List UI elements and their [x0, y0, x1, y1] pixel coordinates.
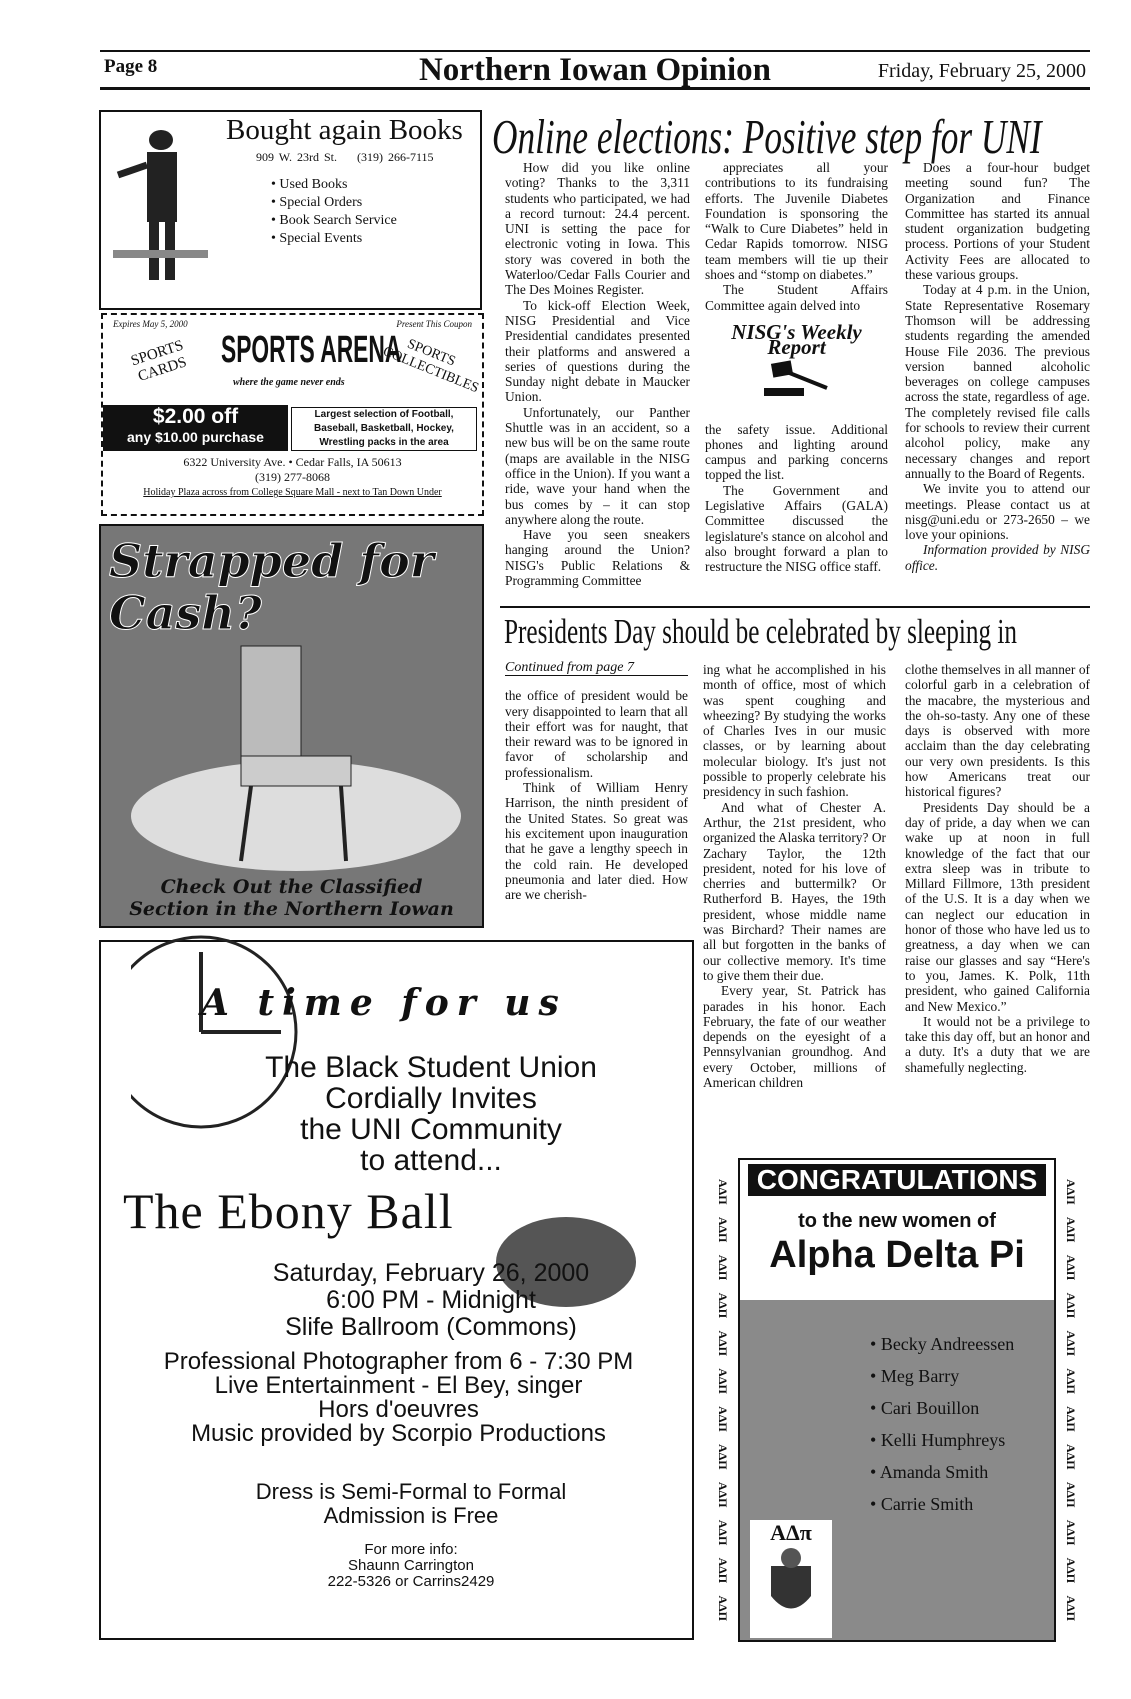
- paragraph: appreciates all your contributions to its fundraising efforts. The Juvenile Diabetes Foundation is sponsoring the “Walk to Cure Diabetes” held in Cedar Rapids tomorrow. NISG team members will tie up their shoes and “stomp on diabetes.”: [705, 160, 888, 283]
- hitchhiker-illustration-icon: [113, 120, 208, 290]
- service-item: • Special Orders: [271, 195, 363, 210]
- chair-illustration-icon: [131, 626, 461, 871]
- masthead: [100, 50, 1090, 90]
- paragraph: the safety issue. Additional phones and lighting around campus and parking concerns topped the list.: [705, 421, 888, 483]
- info-label: For more info:: [364, 1541, 458, 1558]
- coupon-expiry: Expires May 5, 2000: [113, 319, 188, 329]
- article-column: [705, 160, 888, 575]
- paragraph: Unfortunately, our Panther Shuttle was in an accident, so a new bus will be on the same route (maps are available in the NISG office in the Union). If you want a ride, wave your hand when the bus comes by – it can stop anywhere along the route.: [505, 404, 690, 527]
- member-name: • Becky Andreessen: [870, 1334, 1015, 1354]
- paragraph: ing what he accomplished in his month of office, most of which was spent coughing and wheezing? By studying the works of Charles Ives in our music classes, or by learning about molecular biology. It's just not possible to properly celebrate his presidency in such fashion.: [703, 662, 886, 800]
- invite-line: the UNI Community: [300, 1113, 562, 1146]
- paragraph: We invite you to attend our meetings. Please contact us at nisg@uni.edu or 273-2650 – we love your opinions.: [905, 481, 1090, 543]
- paragraph: How did you like online voting? Thanks to the 3,311 students who participated, we had a record turnout: 24.4 percent. UNI is setting the pace for electronic voting in Iowa. This story was covered in both the Waterloo/Cedar Falls Courier and The Des Moines Register.: [505, 160, 690, 298]
- congrats-subtitle: to the new women of: [798, 1210, 996, 1232]
- paragraph: Every year, St. Patrick has parades in his honor. Each February, the fate of our weather depends on the eyesight of a Pennsylvanian groundhog. And every October, millions of American children: [703, 983, 886, 1091]
- member-name: • Carrie Smith: [870, 1494, 974, 1514]
- paragraph: And what of Chester A. Arthur, the 21st president, who organized the Alaska territory? Or Zachary Taylor, the 12th president, noted for his love of cherries and buttermilk? Or Rutherford B. Hayes, the 19th president, whose middle name was Birchard? Their names are all but forgotten in the banks of our collective memory. It's time to give them their due.: [703, 799, 886, 983]
- member-name: • Meg Barry: [870, 1366, 960, 1386]
- paragraph: the office of president would be very disappointed to learn that all their effort was for naught, that their reward was to be ignored in favor of scholarship and professionalism.: [505, 688, 688, 780]
- article-column: [703, 662, 886, 1090]
- article-headline: Presidents Day should be celebrated by sleeping in: [504, 612, 1017, 651]
- contact-name: Shaunn Carrington: [348, 1557, 474, 1574]
- sports-arena-coupon: [101, 313, 484, 516]
- article-column: [905, 160, 1090, 573]
- gavel-icon: [762, 360, 832, 400]
- issue-date: Friday, February 25, 2000: [877, 60, 1086, 82]
- event-time: 6:00 PM - Midnight: [326, 1286, 536, 1314]
- invite-line: Cordially Invites: [325, 1082, 537, 1115]
- paragraph: To kick-off Election Week, NISG Presidential and Vice Presidential candidates presented their platforms and answered a series of questions during the Sunday night debate in Maucker Union.: [505, 297, 690, 405]
- sorority-letters: ΑΔπ: [770, 1520, 812, 1545]
- discount-amount: $2.00 off: [152, 405, 239, 428]
- classified-footer-2: Section in the Northern Iowan: [129, 898, 454, 920]
- paragraph: Does a four-hour budget meeting sound fun? The Organization and Finance Committee has started its annual student organization budgeting process. Portions of your Student Activity Fees are allocated to these various groups.: [905, 160, 1090, 283]
- sports-phone: (319) 277-8068: [255, 470, 330, 484]
- service-item: • Book Search Service: [271, 213, 397, 228]
- paragraph: The Government and Legislative Affairs (GALA) Committee discussed the legislature's stance on alcohol and also brought forward a plan to restructure the NISG office staff.: [705, 482, 888, 575]
- greek-letters-border: ΑΔΠ ΑΔΠ ΑΔΠ ΑΔΠ ΑΔΠ ΑΔΠ ΑΔΠ ΑΔΠ ΑΔΠ ΑΔΠ ΑΔΠ ΑΔΠ: [716, 1179, 730, 1621]
- sorority-name: Alpha Delta Pi: [769, 1234, 1025, 1276]
- event-title: The Ebony Ball: [123, 1183, 454, 1239]
- classified-footer: Check Out the Classified: [160, 876, 423, 898]
- books-ad: [99, 110, 482, 310]
- books-phone: (319) 266-7115: [357, 150, 434, 164]
- sports-address: 6322 University Ave. • Cedar Falls, IA 50613: [183, 455, 402, 469]
- ebony-ball-ad: [99, 940, 694, 1640]
- classified-title-2: Cash?: [109, 586, 262, 640]
- service-item: • Used Books: [271, 177, 348, 192]
- event-place: Slife Ballroom (Commons): [285, 1313, 577, 1341]
- contact-phone: 222-5326 or Carrins2429: [327, 1573, 495, 1590]
- discount-condition: any $10.00 purchase: [127, 429, 264, 445]
- article-credit: Information provided by NISG office.: [905, 542, 1090, 573]
- ebony-banner: A time for us: [201, 982, 567, 1024]
- continued-from-link[interactable]: Continued from page 7: [505, 660, 688, 676]
- admission: Admission is Free: [323, 1503, 499, 1528]
- books-name: Bought again Books: [226, 114, 463, 146]
- invite-line: The Black Student Union: [265, 1051, 597, 1084]
- sports-cards-label: SPORTS CARDS: [128, 337, 189, 385]
- article-column: [505, 160, 690, 588]
- article-column: [905, 662, 1090, 1075]
- member-name: • Kelli Humphreys: [870, 1430, 1006, 1450]
- books-address: 909 W. 23rd St.: [256, 150, 338, 164]
- classified-title: Strapped for: [109, 534, 434, 588]
- section-title: Northern Iowan Opinion: [418, 52, 772, 88]
- article-column: [505, 660, 688, 902]
- paragraph: Presidents Day should be a day of pride, a day when we can wake up at noon in full knowledge of the fact that our extra sleep was in tribute to Millard Fillmore, 13th president of the U.S. It is a day when we can neglect our education in honor of those who have led us to greatness, a day when we can raise our glasses and say “Here's to you, James. K. Polk, 11th president, who gained California and New Mexico.”: [905, 799, 1090, 1014]
- dress-code: Dress is Semi-Formal to Formal: [255, 1479, 567, 1504]
- paragraph: The Student Affairs Committee again delved into: [705, 282, 888, 313]
- weekly-report-logo: NISG's Weekly Report: [731, 319, 862, 360]
- paragraph: Have you seen sneakers hanging around the Union? NISG's Public Relations & Programming Committee: [505, 527, 690, 589]
- event-detail: Professional Photographer from 6 - 7:30 PM: [163, 1348, 634, 1375]
- coupon-instruction: Present This Coupon: [396, 319, 472, 329]
- alpha-delta-pi-ad: [712, 1158, 1082, 1642]
- event-detail: Hors d'oeuvres: [318, 1396, 479, 1423]
- classified-ad: [99, 524, 484, 928]
- crest-icon: [761, 1546, 821, 1624]
- paragraph: It would not be a privilege to take this day off, but an honor and a duty. It's a duty that we are shamefully neglecting.: [905, 1013, 1090, 1075]
- congrats-banner: CONGRATULATIONS: [748, 1164, 1046, 1196]
- paragraph: Today at 4 p.m. in the Union, State Representative Rosemary Thomson will be addressing students regarding the amended House File 2036. The previous version banned alcoholic beverages on college campuses across the state, regardless of age. The completely revised file calls for schools to review their current alcohol policy, make any necessary changes and report annually to the Board of Regents.: [905, 282, 1090, 481]
- event-detail: Live Entertainment - El Bey, singer: [214, 1372, 583, 1399]
- article-headline: Online elections: Positive step for UNI: [492, 109, 1042, 164]
- sports-location: Holiday Plaza across from College Square Mall - next to Tan Down Under: [143, 487, 442, 498]
- sports-arena-logo: SPORTS ARENA: [221, 329, 402, 371]
- member-name: • Cari Bouillon: [870, 1398, 980, 1418]
- service-item: • Special Events: [271, 231, 363, 246]
- page-number: Page 8: [104, 56, 158, 77]
- greek-letters-border: ΑΔΠ ΑΔΠ ΑΔΠ ΑΔΠ ΑΔΠ ΑΔΠ ΑΔΠ ΑΔΠ ΑΔΠ ΑΔΠ ΑΔΠ ΑΔΠ: [1064, 1179, 1078, 1621]
- member-name: • Amanda Smith: [870, 1462, 989, 1482]
- invite-line: to attend...: [360, 1144, 502, 1177]
- event-date: Saturday, February 26, 2000: [272, 1259, 590, 1287]
- selection-text: Largest selection of Football, Baseball, Basketball, Hockey, Wrestling packs in the area: [291, 407, 477, 451]
- event-detail: Music provided by Scorpio Productions: [191, 1420, 606, 1447]
- paragraph: Think of William Henry Harrison, the ninth president of the United States. So great was his excitement upon inauguration that he gave a lengthy speech in the cold rain. He developed pneumonia and later died. How are we cherish-: [505, 780, 688, 903]
- paragraph: clothe themselves in all manner of colorful garb in a celebration of the macabre, the mysterious and the oh-so-tasty. Any one of these days is observed with more acclaim than the day celebrating our very own presidents. Is this how Americans treat our historical figures?: [905, 662, 1090, 800]
- books-services: [271, 176, 397, 248]
- sports-tagline: where the game never ends: [233, 377, 345, 388]
- sports-collectibles-label: SPORTS COLLECTIBLES: [380, 336, 481, 397]
